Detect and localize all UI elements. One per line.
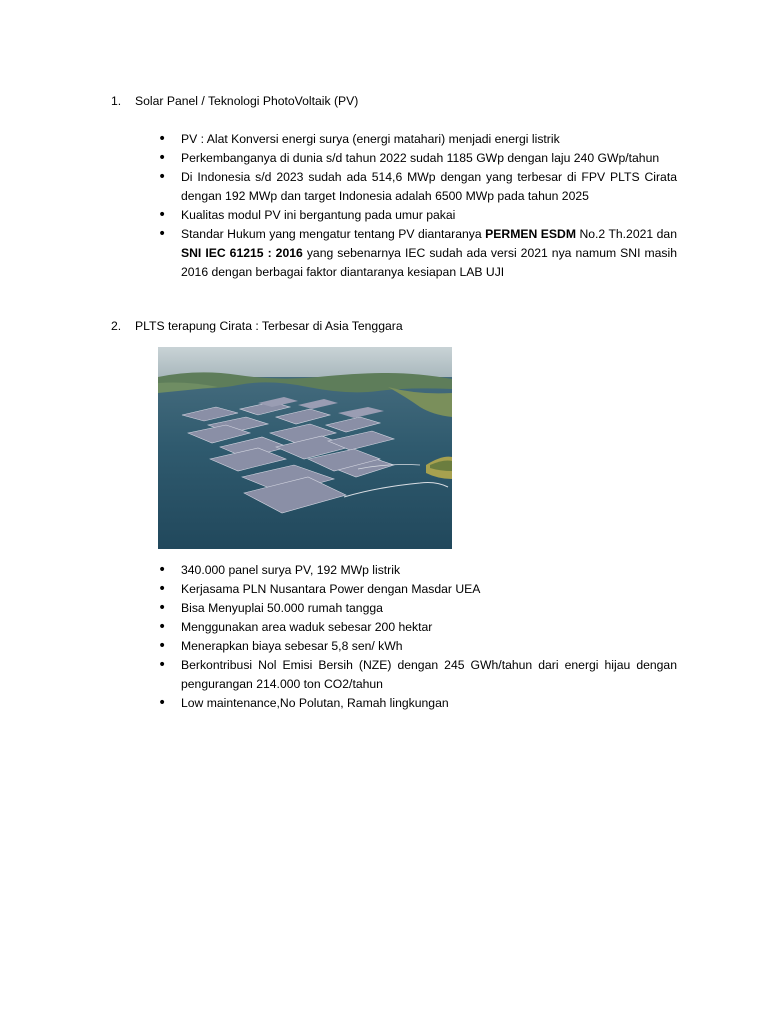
section-2-heading — [111, 317, 677, 336]
section-2-title: PLTS terapung Cirata : Terbesar di Asia Tenggara — [135, 319, 403, 333]
list-item: • Low maintenance,No Polutan, Ramah lingkungan — [158, 694, 677, 713]
list-item: • Perkembanganya di dunia s/d tahun 2022 sudah 1185 GWp dengan laju 240 GWp/tahun — [158, 149, 677, 168]
list-item: • Menerapkan biaya sebesar 5,8 sen/ kWh — [158, 637, 677, 656]
list-item: • Bisa Menyuplai 50.000 rumah tangga — [158, 599, 677, 618]
floating-solar-illustration — [158, 347, 452, 549]
section-2-number: 2. — [111, 319, 122, 333]
list-item: • Kualitas modul PV ini bergantung pada umur pakai — [158, 206, 677, 225]
list-item: • PV : Alat Konversi energi surya (energi matahari) menjadi energi listrik — [158, 130, 677, 149]
list-item: • Menggunakan area waduk sebesar 200 hektar — [158, 618, 677, 637]
list-item: • Kerjasama PLN Nusantara Power dengan Masdar UEA — [158, 580, 677, 599]
section-1-number: 1. — [111, 94, 122, 108]
section-1-title: Solar Panel / Teknologi PhotoVoltaik (PV) — [135, 94, 359, 108]
legal-text-bold: PERMEN ESDM — [485, 227, 576, 241]
list-item: • Di Indonesia s/d 2023 sudah ada 514,6 MWp dengan yang terbesar di FPV PLTS Cirata dengan 192 MWp dan target Indonesia adalah 6500 MWp pada tahun 2025 — [158, 168, 677, 206]
list-item: • Berkontribusi Nol Emisi Bersih (NZE) dengan 245 GWh/tahun dari energi hijau dengan pengurangan 214.000 ton CO2/tahun — [158, 656, 677, 694]
floating-solar-photo — [158, 347, 452, 549]
section-1-bullet-list — [158, 130, 677, 282]
section-1-heading — [111, 92, 677, 111]
legal-text-bold: SNI IEC 61215 : 2016 — [181, 246, 303, 260]
list-item: • 340.000 panel surya PV, 192 MWp listrik — [158, 561, 677, 580]
list-item — [158, 225, 677, 282]
section-2-bullet-list — [158, 561, 677, 713]
legal-text-part: Standar Hukum yang mengatur tentang PV diantaranya — [181, 227, 486, 241]
legal-text-part: No.2 Th.2021 dan — [575, 227, 677, 241]
legal-text-part: yang sebenarnya IEC sudah ada versi 2021 nya namum SNI masih 2016 dengan berbagai faktor diantaranya kesiapan LAB UJI — [181, 246, 677, 279]
